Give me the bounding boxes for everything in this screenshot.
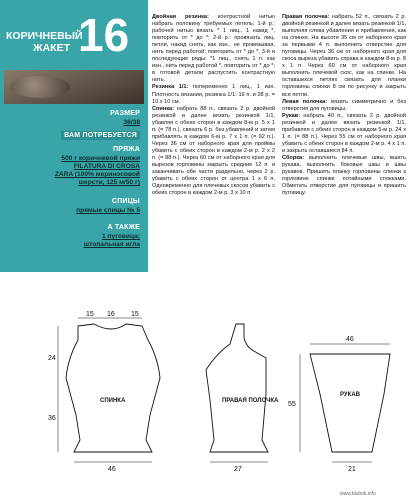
- instruction-rib: [152, 84, 275, 105]
- instruction-sleeve: [282, 113, 406, 155]
- heading-left-front: Левая полочка:: [282, 98, 328, 105]
- size-heading: РАЗМЕР: [110, 110, 140, 117]
- text-double-rib: контрастной нитью набрать половину требуемых петель; 1-й р.: рабочей нитью вязать * 1 лиц., 1 накид *, повторить от * до *; 2-й р.: провязать лиц. петли, накид снять, как изн., не провязывая, нить перед работой; повторить от * до *; 3-й и последующие ряды: *1 лиц., снять 1 п. как изн., нить перед работой *, повторить от * до *; в готовой детали распустить контрастную нить.: [152, 14, 276, 84]
- project-title: КОРИЧНЕВЫЙ ЖАКЕТ: [6, 30, 83, 54]
- size-value: 36/38: [123, 119, 140, 126]
- back-dim-top-right: 15: [131, 311, 139, 318]
- materials-heading: ВАМ ПОТРЕБУЕТСЯ: [61, 131, 140, 140]
- heading-back: Спинка:: [152, 105, 175, 112]
- yarn-value: 500 г коричневой пряжи FILATURA DI CROSA ZARA (100% мериносовой шерсти, 125 м/50 г): [54, 155, 140, 186]
- front-pattern-piece: [206, 324, 279, 473]
- needles-heading: СПИЦЫ: [111, 198, 140, 205]
- text-sleeve: набрать 40 п., связать 2 р. двойной резинкой и далее вязать резинкой 1/1, прибавляя с обеих сторон в каждом 5-м р. 24 х 1 п. (= 88 п.). Через 55 см от наборного края убавить с обеих сторон в каждом 2-м р. 4 х 1 п. и закрыть оставшиеся 84 п.: [282, 112, 407, 154]
- heading-assembly: Сборка:: [282, 154, 305, 161]
- instruction-back: [152, 106, 275, 198]
- needles-value: прямые спицы № 5: [76, 207, 140, 214]
- instructions-column-2: [282, 14, 406, 197]
- heading-sleeve: Рукав:: [282, 112, 301, 119]
- back-dim-top-center: 16: [107, 311, 115, 318]
- front-piece-label: ПРАВАЯ ПОЛОЧКА: [222, 398, 279, 404]
- back-piece-label: СПИНКА: [100, 398, 126, 404]
- heading-rib: Резинка 1/1:: [152, 84, 189, 91]
- sleeve-pattern-piece: [288, 336, 390, 473]
- watermark: www.klubok.info: [340, 491, 376, 497]
- yarn-heading: ПРЯЖА: [113, 146, 140, 153]
- instruction-assembly: [282, 155, 406, 197]
- back-pattern-piece: [48, 311, 160, 473]
- text-back: набрать 88 п., связать 2 р. двойной резинкой и далее вязать резинкой 1/1, убавляя с обеих сторон в каждом 8-м р. 5 х 1 п. (= 78 п.), связать 6 р. без убавлений и затем прибавлять в каждом 6-м р. 7 х 1 п. (= 92 п.). Через 36 см от наборного края для проймы убавить с обеих сторон в каждом 2-м р. 2 х 2 п. (= 88 п.). Через 60 см от наборного края для вырезов горловины закрыть средние 12 п. и заканчивать обе части раздельно, через 2 р. убавить с обеих сторон от центра 1 х 6 п. Одновременно для плечевых скосов убавить с обеих сторон в каждом 2-м р. 3 х 10 п.: [152, 105, 275, 197]
- text-left-front: вязать симметрично и без отверстия для пуговицы.: [282, 98, 407, 112]
- back-dim-top-left: 15: [86, 311, 94, 318]
- pattern-diagrams: [0, 290, 412, 500]
- extras-heading: А ТАКЖЕ: [107, 224, 140, 231]
- text-rib: попеременно 1 лиц., 1 изн. Плотность вязания, резинка 1/1: 19 п. и 28 р. = 10 х 10 см.: [152, 84, 275, 105]
- extras-value: 1 пуговица; штопальная игла: [83, 233, 140, 248]
- instruction-left-front: [282, 99, 406, 113]
- yarn-swatch-image: [4, 70, 144, 104]
- info-sidebar: [0, 0, 148, 272]
- instruction-right-front: [282, 14, 406, 99]
- text-assembly: выполнить плечевые швы, вшить рукава, выполнить боковые швы и швы рукавов. Пришить планку горловины спинки к горловине спинки потайными стежками. Обметать отверстие для пуговицы и пришить пуговицу.: [282, 154, 406, 197]
- sleeve-dim-height: 55: [288, 401, 296, 408]
- back-dim-lower: 36: [48, 415, 56, 422]
- front-dim-bottom: 27: [234, 466, 242, 473]
- project-number: 16: [78, 9, 130, 61]
- sleeve-dim-top: 46: [346, 336, 354, 343]
- instructions-column-1: [152, 14, 275, 197]
- heading-right-front: Правая полочка:: [282, 14, 330, 20]
- instruction-double-rib: [152, 14, 275, 84]
- heading-double-rib: Двойная резинка:: [152, 14, 209, 20]
- text-right-front: набрать 52 п., связать 2 р. двойной резинкой и далее вязать резинкой 1/1, выполняя слева убавления и прибавления, как на спинке. На высоте 35 см от наборного края за первыми 4 п. выполнить отверстие для пуговицы. Через 36 см от наборного края для скоса выреза убавить справа в каждом 8-м р. 8 х 1 п. Через 60 см от наборного края выполнить плечевой скос, как на спинке. На оставшихся петлях связать для планки горловины спинки 8 см по рисунку и закрыть все петли.: [282, 14, 407, 98]
- back-dim-upper: 24: [48, 355, 56, 362]
- sleeve-dim-bottom: 21: [348, 466, 356, 473]
- back-dim-bottom: 46: [108, 466, 116, 473]
- sleeve-piece-label: РУКАВ: [340, 392, 360, 398]
